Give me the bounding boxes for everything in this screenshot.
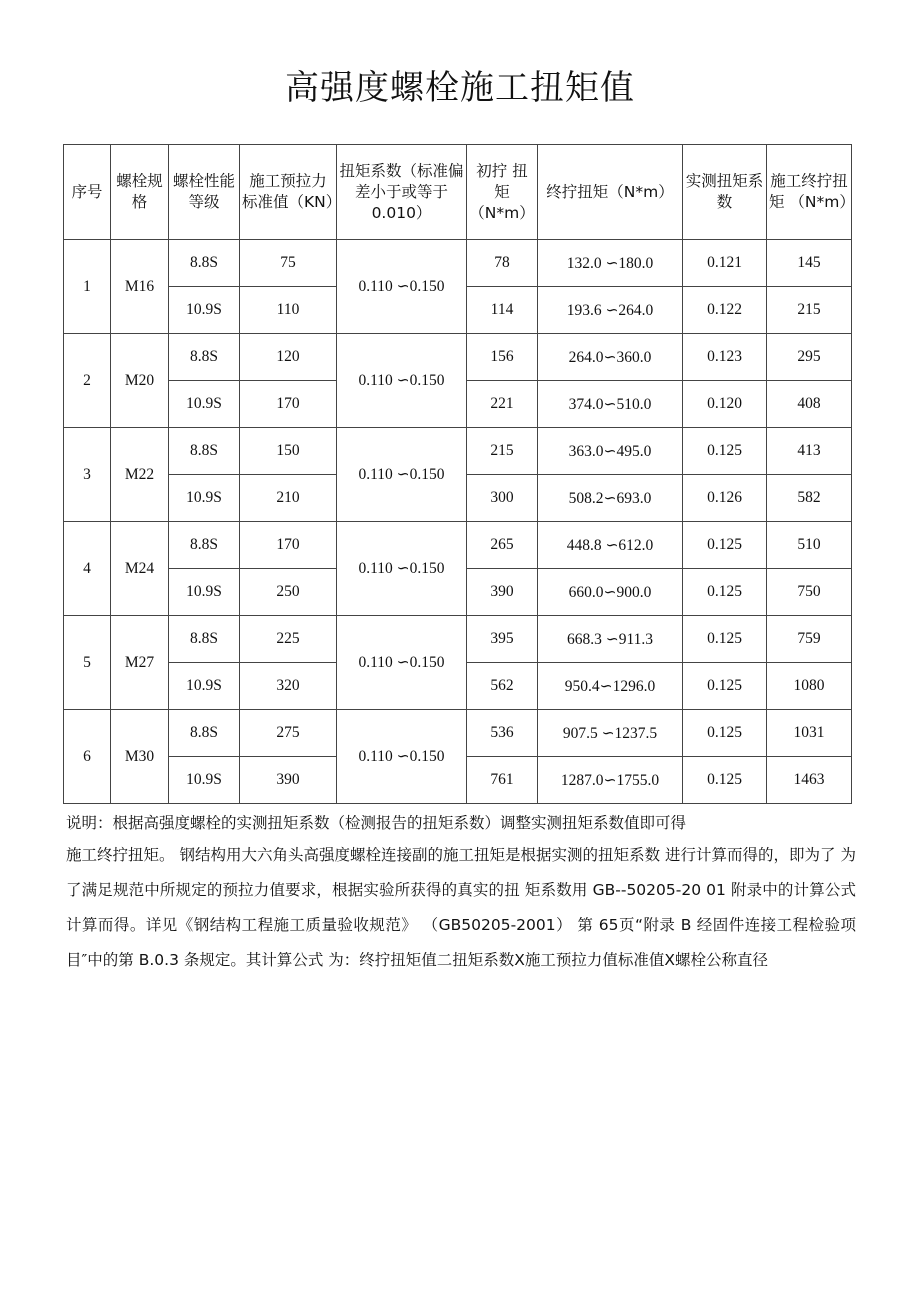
row-number-cell: 6 xyxy=(64,710,111,804)
measured-coef-cell: 0.125 xyxy=(683,757,767,804)
initial-torque-cell: 221 xyxy=(467,381,538,428)
preload-cell: 150 xyxy=(240,428,337,475)
final-torque-cell: 759 xyxy=(767,616,852,663)
final-range-cell: 907.5 ∽1237.5 xyxy=(538,710,683,757)
measured-coef-cell: 0.125 xyxy=(683,663,767,710)
measured-coef-cell: 0.121 xyxy=(683,240,767,287)
explanation-note xyxy=(66,808,856,978)
preload-cell: 210 xyxy=(240,475,337,522)
preload-cell: 320 xyxy=(240,663,337,710)
header-cell: 初拧 扭矩 （N*m） xyxy=(467,145,538,240)
initial-torque-cell: 78 xyxy=(467,240,538,287)
row-number-cell: 2 xyxy=(64,334,111,428)
final-range-cell: 193.6 ∽264.0 xyxy=(538,287,683,334)
grade-cell: 8.8S xyxy=(169,240,240,287)
header-cell: 实测扭矩系数 xyxy=(683,145,767,240)
grade-cell: 10.9S xyxy=(169,381,240,428)
torque-coef-cell: 0.110 ∽0.150 xyxy=(337,334,467,428)
table-row xyxy=(64,522,852,569)
measured-coef-cell: 0.125 xyxy=(683,522,767,569)
header-cell: 螺栓性能等级 xyxy=(169,145,240,240)
torque-coef-cell: 0.110 ∽0.150 xyxy=(337,616,467,710)
torque-coef-cell: 0.110 ∽0.150 xyxy=(337,710,467,804)
initial-torque-cell: 761 xyxy=(467,757,538,804)
final-torque-cell: 750 xyxy=(767,569,852,616)
header-cell: 序号 xyxy=(64,145,111,240)
torque-table xyxy=(63,144,855,804)
table-row xyxy=(64,334,852,381)
grade-cell: 8.8S xyxy=(169,616,240,663)
table-row xyxy=(64,240,852,287)
grade-cell: 10.9S xyxy=(169,287,240,334)
preload-cell: 390 xyxy=(240,757,337,804)
initial-torque-cell: 114 xyxy=(467,287,538,334)
initial-torque-cell: 390 xyxy=(467,569,538,616)
initial-torque-cell: 536 xyxy=(467,710,538,757)
measured-coef-cell: 0.122 xyxy=(683,287,767,334)
final-range-cell: 132.0 ∽180.0 xyxy=(538,240,683,287)
final-torque-cell: 413 xyxy=(767,428,852,475)
grade-cell: 8.8S xyxy=(169,522,240,569)
preload-cell: 110 xyxy=(240,287,337,334)
grade-cell: 8.8S xyxy=(169,710,240,757)
preload-cell: 250 xyxy=(240,569,337,616)
final-range-cell: 448.8 ∽612.0 xyxy=(538,522,683,569)
measured-coef-cell: 0.120 xyxy=(683,381,767,428)
table-header-row xyxy=(64,145,852,240)
preload-cell: 170 xyxy=(240,522,337,569)
bolt-spec-cell: M30 xyxy=(111,710,169,804)
final-range-cell: 264.0∽360.0 xyxy=(538,334,683,381)
note-line-1: 说明：根据高强度螺栓的实测扭矩系数（检测报告的扭矩系数）调整实测扭矩系数值即可得 xyxy=(66,814,687,832)
preload-cell: 225 xyxy=(240,616,337,663)
grade-cell: 8.8S xyxy=(169,334,240,381)
preload-cell: 170 xyxy=(240,381,337,428)
grade-cell: 8.8S xyxy=(169,428,240,475)
final-torque-cell: 215 xyxy=(767,287,852,334)
header-cell: 施工终拧扭矩 （N*m） xyxy=(767,145,852,240)
measured-coef-cell: 0.126 xyxy=(683,475,767,522)
preload-cell: 75 xyxy=(240,240,337,287)
final-range-cell: 950.4∽1296.0 xyxy=(538,663,683,710)
final-range-cell: 668.3 ∽911.3 xyxy=(538,616,683,663)
preload-cell: 120 xyxy=(240,334,337,381)
note-body: 施工终拧扭矩。 钢结构用大六角头高强度螺栓连接副的施工扭矩是根据实测的扭矩系数 进行计算而得的，即为了 为了满足规范中所规定的预拉力值要求，根据实验所获得的真实的扭 矩系数用 GB--50205-20 01 附录中的计算公式计算而得。详见《钢结构工程施工质量验收规范》 （GB50205-2001） 第 65页“附录 B 经固件连接工程检验项目″中的第 B.0.3 条规定。其计算公式 为：终拧扭矩值二扭矩系数X施工预拉力值标准值X螺栓公称直径 xyxy=(66,846,856,969)
grade-cell: 10.9S xyxy=(169,757,240,804)
initial-torque-cell: 562 xyxy=(467,663,538,710)
torque-coef-cell: 0.110 ∽0.150 xyxy=(337,240,467,334)
table-row xyxy=(64,428,852,475)
final-torque-cell: 582 xyxy=(767,475,852,522)
final-range-cell: 660.0∽900.0 xyxy=(538,569,683,616)
measured-coef-cell: 0.125 xyxy=(683,428,767,475)
row-number-cell: 5 xyxy=(64,616,111,710)
measured-coef-cell: 0.125 xyxy=(683,710,767,757)
final-torque-cell: 145 xyxy=(767,240,852,287)
final-torque-cell: 1463 xyxy=(767,757,852,804)
initial-torque-cell: 215 xyxy=(467,428,538,475)
bolt-spec-cell: M27 xyxy=(111,616,169,710)
page-title: 高强度螺栓施工扭矩值 xyxy=(285,68,635,108)
final-range-cell: 1287.0∽1755.0 xyxy=(538,757,683,804)
header-cell: 扭矩系数（标准偏差小于或等于0.010） xyxy=(337,145,467,240)
final-torque-cell: 1031 xyxy=(767,710,852,757)
header-cell: 螺栓规格 xyxy=(111,145,169,240)
initial-torque-cell: 395 xyxy=(467,616,538,663)
bolt-spec-cell: M16 xyxy=(111,240,169,334)
table-row xyxy=(64,616,852,663)
row-number-cell: 3 xyxy=(64,428,111,522)
row-number-cell: 4 xyxy=(64,522,111,616)
bolt-spec-cell: M20 xyxy=(111,334,169,428)
initial-torque-cell: 300 xyxy=(467,475,538,522)
bolt-spec-cell: M22 xyxy=(111,428,169,522)
preload-cell: 275 xyxy=(240,710,337,757)
measured-coef-cell: 0.123 xyxy=(683,334,767,381)
initial-torque-cell: 265 xyxy=(467,522,538,569)
final-torque-cell: 510 xyxy=(767,522,852,569)
final-torque-cell: 408 xyxy=(767,381,852,428)
final-range-cell: 508.2∽693.0 xyxy=(538,475,683,522)
measured-coef-cell: 0.125 xyxy=(683,569,767,616)
table-row xyxy=(64,710,852,757)
measured-coef-cell: 0.125 xyxy=(683,616,767,663)
header-cell: 终拧扭矩（N*m） xyxy=(538,145,683,240)
initial-torque-cell: 156 xyxy=(467,334,538,381)
bolt-spec-cell: M24 xyxy=(111,522,169,616)
final-range-cell: 363.0∽495.0 xyxy=(538,428,683,475)
row-number-cell: 1 xyxy=(64,240,111,334)
grade-cell: 10.9S xyxy=(169,475,240,522)
header-cell: 施工预拉力标准值（KN） xyxy=(240,145,337,240)
grade-cell: 10.9S xyxy=(169,569,240,616)
torque-coef-cell: 0.110 ∽0.150 xyxy=(337,522,467,616)
final-range-cell: 374.0∽510.0 xyxy=(538,381,683,428)
torque-coef-cell: 0.110 ∽0.150 xyxy=(337,428,467,522)
grade-cell: 10.9S xyxy=(169,663,240,710)
final-torque-cell: 1080 xyxy=(767,663,852,710)
final-torque-cell: 295 xyxy=(767,334,852,381)
